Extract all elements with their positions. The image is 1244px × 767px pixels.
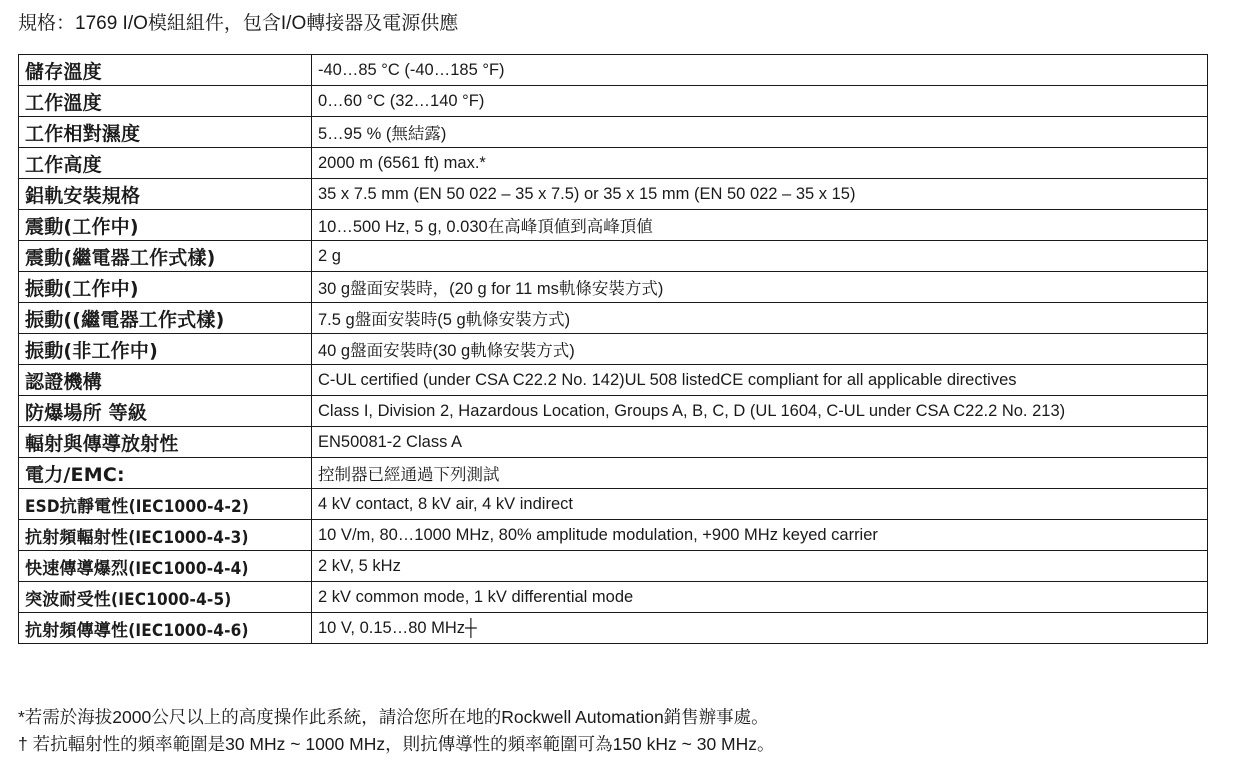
row-value: 10 V, 0.15…80 MHz┼ xyxy=(312,613,1208,644)
spec-title: 規格：1769 I/O模組組件，包含I/O轉接器及電源供應 xyxy=(18,13,459,34)
table-row xyxy=(19,179,1208,210)
table-row xyxy=(19,458,1208,489)
row-label: 工作相對濕度 xyxy=(19,117,312,148)
table-row xyxy=(19,427,1208,458)
row-label: 震動(繼電器工作式樣) xyxy=(19,241,312,272)
row-value: 30 g盤面安裝時，(20 g for 11 ms軌條安裝方式) xyxy=(312,272,1208,303)
row-value: 控制器已經通過下列測試 xyxy=(312,458,1208,489)
row-label: 快速傳導爆烈(IEC1000-4-4) xyxy=(19,551,312,582)
footnote-altitude: *若需於海拔2000公尺以上的高度操作此系統，請洽您所在地的Rockwell Automation銷售辦事處。 xyxy=(18,707,769,727)
row-label: 抗射頻輻射性(IEC1000-4-3) xyxy=(19,520,312,551)
table-row xyxy=(19,396,1208,427)
table-row xyxy=(19,241,1208,272)
row-label: 認證機構 xyxy=(19,365,312,396)
table-row xyxy=(19,520,1208,551)
row-label: ESD抗靜電性(IEC1000-4-2) xyxy=(19,489,312,520)
row-value: 5…95 % (無結露) xyxy=(312,117,1208,148)
row-value: 2 kV, 5 kHz xyxy=(312,551,1208,582)
row-label: 儲存溫度 xyxy=(19,55,312,86)
row-value: -40…85 °C (-40…185 °F) xyxy=(312,55,1208,86)
row-value: 2000 m (6561 ft) max.* xyxy=(312,148,1208,179)
table-row xyxy=(19,365,1208,396)
row-value: 10 V/m, 80…1000 MHz, 80% amplitude modulation, +900 MHz keyed carrier xyxy=(312,520,1208,551)
row-label: 振動(非工作中) xyxy=(19,334,312,365)
spec-table xyxy=(18,54,1208,644)
table-row xyxy=(19,582,1208,613)
row-value: EN50081-2 Class A xyxy=(312,427,1208,458)
row-label: 防爆場所 等級 xyxy=(19,396,312,427)
row-label: 突波耐受性(IEC1000-4-5) xyxy=(19,582,312,613)
table-row xyxy=(19,117,1208,148)
table-row xyxy=(19,303,1208,334)
table-row xyxy=(19,334,1208,365)
row-value: 35 x 7.5 mm (EN 50 022 – 35 x 7.5) or 35 x 15 mm (EN 50 022 – 35 x 15) xyxy=(312,179,1208,210)
table-row xyxy=(19,489,1208,520)
row-label: 振動((繼電器工作式樣) xyxy=(19,303,312,334)
row-label: 工作溫度 xyxy=(19,86,312,117)
row-value: 7.5 g盤面安裝時(5 g軌條安裝方式) xyxy=(312,303,1208,334)
row-label: 電力/EMC: xyxy=(19,458,312,489)
row-value: Class I, Division 2, Hazardous Location, Groups A, B, C, D (UL 1604, C-UL under CSA C22.2 No. 213) xyxy=(312,396,1208,427)
row-value: 2 kV common mode, 1 kV differential mode xyxy=(312,582,1208,613)
row-label: 輻射與傳導放射性 xyxy=(19,427,312,458)
table-row xyxy=(19,148,1208,179)
row-label: 鋁軌安裝規格 xyxy=(19,179,312,210)
footnote-frequency: † 若抗輻射性的頻率範圍是30 MHz ~ 1000 MHz，則抗傳導性的頻率範圍可為150 kHz ~ 30 MHz。 xyxy=(18,734,775,754)
row-label: 振動(工作中) xyxy=(19,272,312,303)
table-row xyxy=(19,86,1208,117)
table-row xyxy=(19,210,1208,241)
row-label: 震動(工作中) xyxy=(19,210,312,241)
table-row xyxy=(19,551,1208,582)
row-value: 0…60 °C (32…140 °F) xyxy=(312,86,1208,117)
row-value: 10…500 Hz, 5 g, 0.030在高峰頂値到高峰頂値 xyxy=(312,210,1208,241)
table-row xyxy=(19,613,1208,644)
row-value: 2 g xyxy=(312,241,1208,272)
row-value: 4 kV contact, 8 kV air, 4 kV indirect xyxy=(312,489,1208,520)
row-value: 40 g盤面安裝時(30 g軌條安裝方式) xyxy=(312,334,1208,365)
table-row xyxy=(19,55,1208,86)
row-value: C-UL certified (under CSA C22.2 No. 142)UL 508 listedCE compliant for all applicable directives xyxy=(312,365,1208,396)
table-row xyxy=(19,272,1208,303)
footnotes xyxy=(18,704,775,758)
row-label: 抗射頻傳導性(IEC1000-4-6) xyxy=(19,613,312,644)
row-label: 工作高度 xyxy=(19,148,312,179)
